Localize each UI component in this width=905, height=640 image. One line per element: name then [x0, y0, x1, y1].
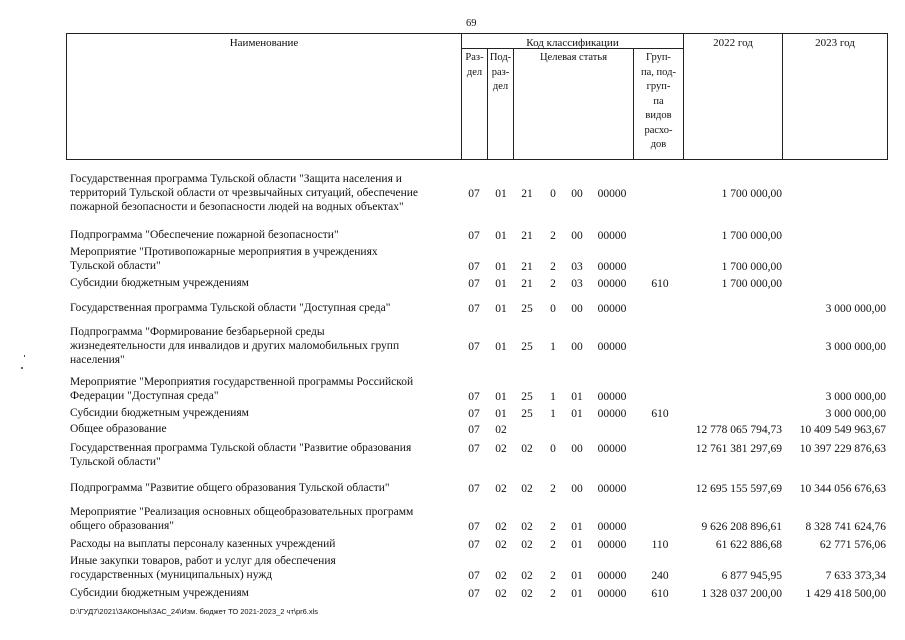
razdel-code: 07 [468, 521, 480, 533]
expense-type-code: 610 [651, 588, 669, 600]
razdel-code: 07 [468, 424, 480, 436]
program-code: 25 [521, 408, 533, 420]
row-name [70, 554, 462, 582]
razdel-code: 07 [468, 570, 480, 582]
podrazdel-code: 01 [495, 261, 507, 273]
podrazdel-code: 02 [495, 424, 507, 436]
row-name-line: государственных (муниципальных) нужд [70, 569, 273, 581]
row-name [70, 301, 462, 315]
subheader-vid-line: Груп- [646, 52, 671, 63]
razdel-code: 07 [468, 230, 480, 242]
podrazdel-code: 02 [495, 521, 507, 533]
podrazdel-code: 02 [495, 443, 507, 455]
row-name [70, 441, 462, 469]
subheader-vid-line: груп- [646, 81, 671, 92]
razdel-code: 07 [468, 539, 480, 551]
program-code: 02 [521, 539, 533, 551]
subprogram-code: 2 [550, 570, 556, 582]
header-name: Наименование [229, 37, 299, 49]
row-name-line: Федерации "Доступная среда" [70, 390, 219, 402]
row-name-line: Субсидии бюджетным учреждениям [70, 277, 249, 289]
subheader-celevaya-label: Целевая статья [539, 52, 608, 63]
row-name-line: Подпрограмма "Обеспечение пожарной безопасности" [70, 229, 339, 241]
row-name [70, 245, 462, 273]
row-name-line: Иные закупки товаров, работ и услуг для обеспечения [70, 555, 336, 567]
program-code: 02 [521, 588, 533, 600]
expense-type-code: 610 [651, 408, 669, 420]
header-code: Код классификации [526, 37, 619, 49]
program-code: 21 [521, 261, 533, 273]
subheader-celevaya [513, 48, 634, 160]
row-name-line: Тульской области" [70, 260, 161, 272]
subheader-podrazdel-line: дел [492, 81, 509, 92]
subheader-podrazdel-line: Под- [489, 52, 512, 63]
event-code: 01 [571, 391, 583, 403]
subprogram-code: 2 [550, 261, 556, 273]
amount-2023: 3 000 000,00 [825, 303, 886, 315]
amount-2023: 10 409 549 963,67 [799, 424, 886, 436]
scan-speck [21, 367, 23, 369]
row-name-line: Мероприятие "Мероприятия государственной программы Российской [70, 376, 414, 388]
subprogram-code: 1 [550, 341, 556, 353]
row-name-line: населения" [70, 354, 125, 366]
subheader-vid-line: расхо- [644, 124, 673, 136]
razdel-code: 07 [468, 483, 480, 495]
event-code: 01 [571, 539, 583, 551]
row-name-line: Субсидии бюджетным учреждениям [70, 587, 249, 599]
event-code: 01 [571, 408, 583, 420]
subheader-razdel-line: дел [466, 66, 483, 78]
scan-speck [24, 355, 25, 357]
amount-2023: 3 000 000,00 [825, 341, 886, 353]
podrazdel-code: 01 [495, 391, 507, 403]
row-name-line: территорий Тульской области от чрезвычайных ситуаций, обеспечение [70, 187, 419, 199]
program-code: 25 [521, 391, 533, 403]
razdel-code: 07 [468, 188, 480, 200]
direction-code: 00000 [597, 570, 627, 582]
row-name [70, 172, 462, 214]
podrazdel-code: 01 [495, 188, 507, 200]
amount-2022: 1 700 000,00 [721, 261, 782, 273]
header-2023-cell [782, 33, 888, 160]
row-name [70, 505, 462, 533]
subheader-podrazdel [487, 48, 514, 160]
header-2022-cell [683, 33, 783, 160]
program-code: 25 [521, 341, 533, 353]
event-code: 01 [571, 521, 583, 533]
direction-code: 00000 [597, 341, 627, 353]
event-code: 00 [571, 303, 583, 315]
row-name-line: пожарной безопасности и безопасности людей на водных объектах" [70, 201, 404, 213]
expense-type-code: 110 [651, 539, 669, 551]
direction-code: 00000 [597, 539, 627, 551]
amount-2022: 9 626 208 896,61 [701, 521, 782, 533]
subprogram-code: 0 [550, 303, 556, 315]
row-name-line: Государственная программа Тульской области "Развитие образования [70, 442, 412, 454]
subprogram-code: 1 [550, 391, 556, 403]
subprogram-code: 2 [550, 230, 556, 242]
row-name-line: Государственная программа Тульской области "Доступная среда" [70, 302, 391, 314]
row-name-line: Государственная программа Тульской области "Защита населения и [70, 173, 402, 185]
amount-2023: 7 633 373,34 [825, 570, 886, 582]
razdel-code: 07 [468, 391, 480, 403]
direction-code: 00000 [597, 230, 627, 242]
direction-code: 00000 [597, 188, 627, 200]
subprogram-code: 0 [550, 188, 556, 200]
podrazdel-code: 02 [495, 570, 507, 582]
podrazdel-code: 02 [495, 588, 507, 600]
amount-2023: 10 397 229 876,63 [799, 443, 886, 455]
razdel-code: 07 [468, 261, 480, 273]
subprogram-code: 0 [550, 443, 556, 455]
direction-code: 00000 [597, 391, 627, 403]
program-code: 02 [521, 570, 533, 582]
amount-2022: 12 761 381 297,69 [695, 443, 782, 455]
amount-2023: 8 328 741 624,76 [805, 521, 886, 533]
subprogram-code: 2 [550, 483, 556, 495]
subheader-podrazdel-line: раз- [491, 66, 510, 78]
podrazdel-code: 01 [495, 408, 507, 420]
row-name-line: Подпрограмма "Формирование безбарьерной среды [70, 326, 325, 338]
subprogram-code: 1 [550, 408, 556, 420]
row-name-line: Тульской области" [70, 456, 161, 468]
podrazdel-code: 02 [495, 483, 507, 495]
expense-type-code: 610 [651, 278, 669, 290]
program-code: 02 [521, 483, 533, 495]
row-name-line: Общее образование [70, 423, 167, 435]
row-name [70, 481, 462, 495]
razdel-code: 07 [468, 341, 480, 353]
subheader-razdel-line: Раз- [465, 52, 484, 63]
direction-code: 00000 [597, 278, 627, 290]
program-code: 21 [521, 230, 533, 242]
event-code: 00 [571, 341, 583, 353]
direction-code: 00000 [597, 588, 627, 600]
header-name-cell [66, 33, 462, 160]
row-name [70, 375, 462, 403]
amount-2023: 3 000 000,00 [825, 391, 886, 403]
subprogram-code: 2 [550, 588, 556, 600]
row-name [70, 276, 462, 290]
subprogram-code: 2 [550, 521, 556, 533]
subprogram-code: 2 [550, 539, 556, 551]
subheader-vid-line: дов [650, 139, 667, 150]
direction-code: 00000 [597, 483, 627, 495]
razdel-code: 07 [468, 443, 480, 455]
subheader-vid-line: па [653, 95, 664, 107]
razdel-code: 07 [468, 303, 480, 315]
row-name-line: жизнедеятельности для инвалидов и других маломобильных групп [70, 340, 400, 352]
razdel-code: 07 [468, 408, 480, 420]
direction-code: 00000 [597, 521, 627, 533]
razdel-code: 07 [468, 278, 480, 290]
header-2022: 2022 год [713, 37, 753, 49]
event-code: 01 [571, 588, 583, 600]
page-number: 69 [466, 18, 477, 29]
direction-code: 00000 [597, 408, 627, 420]
event-code: 00 [571, 230, 583, 242]
direction-code: 00000 [597, 261, 627, 273]
event-code: 03 [571, 278, 583, 290]
row-name-line: общего образования" [70, 520, 174, 532]
amount-2023: 62 771 576,06 [819, 539, 886, 551]
program-code: 21 [521, 278, 533, 290]
file-path-footer: D:\ГУД7\2021\ЗАКОНЫ\ЗАС_24\Изм. бюджет ТО 2021-2023_2 чт\pr6.xls [70, 607, 319, 616]
amount-2022: 1 328 037 200,00 [701, 588, 782, 600]
row-name [70, 228, 462, 242]
event-code: 03 [571, 261, 583, 273]
subheader-vid-line: видов [645, 110, 672, 121]
direction-code: 00000 [597, 303, 627, 315]
subheader-razdel [461, 48, 488, 160]
event-code: 00 [571, 483, 583, 495]
event-code: 00 [571, 443, 583, 455]
podrazdel-code: 01 [495, 230, 507, 242]
amount-2022: 1 700 000,00 [721, 188, 782, 200]
subheader-vid [633, 48, 684, 160]
row-name [70, 422, 462, 436]
amount-2022: 1 700 000,00 [721, 230, 782, 242]
amount-2023: 3 000 000,00 [825, 408, 886, 420]
amount-2022: 61 622 886,68 [715, 539, 782, 551]
row-name-line: Мероприятие "Противопожарные мероприятия в учреждениях [70, 246, 378, 258]
program-code: 02 [521, 443, 533, 455]
program-code: 02 [521, 521, 533, 533]
row-name-line: Подпрограмма "Развитие общего образования Тульской области" [70, 482, 390, 494]
row-name [70, 406, 462, 420]
row-name-line: Субсидии бюджетным учреждениям [70, 407, 249, 419]
direction-code: 00000 [597, 443, 627, 455]
row-name [70, 586, 462, 600]
podrazdel-code: 01 [495, 278, 507, 290]
amount-2022: 12 778 065 794,73 [695, 424, 782, 436]
amount-2023: 10 344 056 676,63 [799, 483, 886, 495]
podrazdel-code: 01 [495, 303, 507, 315]
amount-2022: 12 695 155 597,69 [695, 483, 782, 495]
row-name-line: Мероприятие "Реализация основных общеобразовательных программ [70, 506, 414, 518]
razdel-code: 07 [468, 588, 480, 600]
header-2023: 2023 год [815, 37, 855, 49]
program-code: 25 [521, 303, 533, 315]
amount-2022: 1 700 000,00 [721, 278, 782, 290]
amount-2022: 6 877 945,95 [721, 570, 782, 582]
row-name [70, 325, 462, 367]
program-code: 21 [521, 188, 533, 200]
podrazdel-code: 01 [495, 341, 507, 353]
event-code: 01 [571, 570, 583, 582]
subprogram-code: 2 [550, 278, 556, 290]
amount-2023: 1 429 418 500,00 [805, 588, 886, 600]
expense-type-code: 240 [651, 570, 669, 582]
event-code: 00 [571, 188, 583, 200]
subheader-vid-line: па, под- [641, 66, 676, 78]
row-name [70, 537, 462, 551]
row-name-line: Расходы на выплаты персоналу казенных учреждений [70, 538, 336, 550]
podrazdel-code: 02 [495, 539, 507, 551]
